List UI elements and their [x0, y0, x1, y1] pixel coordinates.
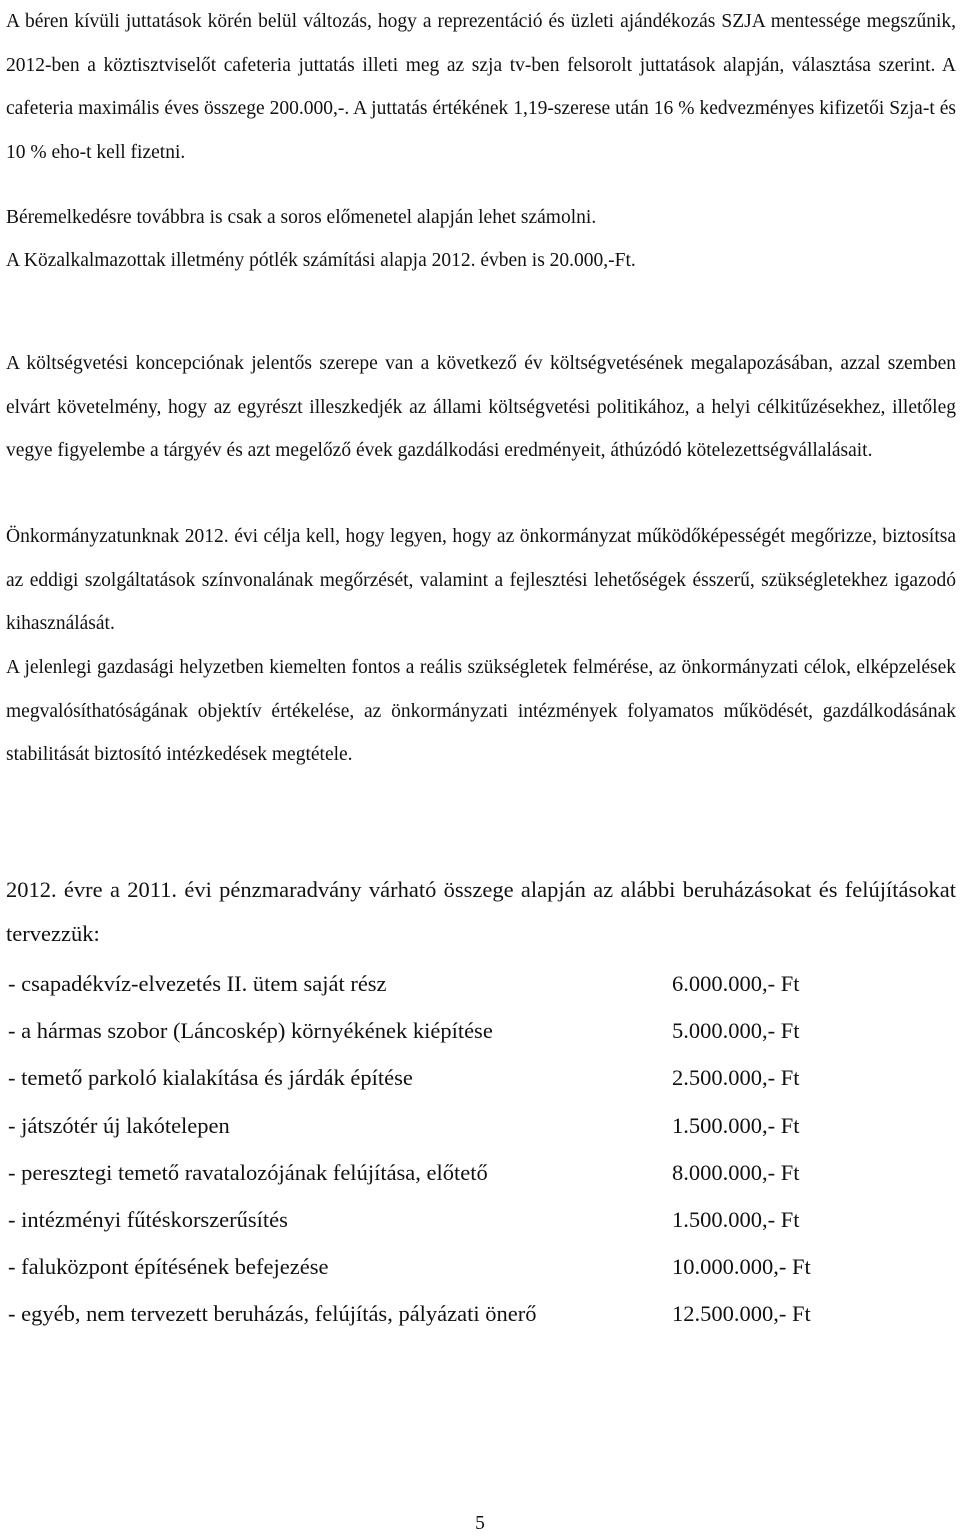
list-item [8, 1054, 908, 1101]
paragraph-goals-2012: Önkormányzatunknak 2012. évi célja kell, hogy legyen, hogy az önkormányzat működőképességét megőrizze, biztosítsa az eddigi szolgáltatások színvonalának megőrzését, valamint a fejlesztési lehetőségek ésszerű, szükségletekhez igazodó kihasználását. [6, 526, 956, 634]
investment-intro: 2012. évre a 2011. évi pénzmaradvány várható összege alapján az alábbi beruházásokat és felújításokat tervezzük: [6, 877, 956, 946]
page-number: 5 [475, 1513, 485, 1534]
investment-item: - faluközpont építésének befejezése [8, 1254, 329, 1280]
list-item [8, 1290, 908, 1337]
investment-amount: 10.000.000,- Ft [672, 1254, 811, 1280]
investment-item: - egyéb, nem tervezett beruházás, felújítás, pályázati önerő [8, 1301, 537, 1327]
investment-list [8, 960, 908, 1338]
paragraph-benefits: A béren kívüli juttatások körén belül változás, hogy a reprezentáció és üzleti ajándékozás SZJA mentessége megszűnik, 2012-ben a köztisztviselőt cafeteria juttatás illeti meg az szja tv-ben felsorolt juttatások alapján, választása szerint. A cafeteria maximális éves összege 200.000,-. A juttatás értékének 1,19-szerese után 16 % kedvezményes kifizetői Szja-t és 10 % eho-t kell fizetni. [6, 11, 956, 163]
paragraph-allowance-base: A Közalkalmazottak illetmény pótlék számítási alapja 2012. évben is 20.000,-Ft. [6, 250, 636, 271]
list-item [8, 1196, 908, 1243]
list-item [8, 960, 908, 1007]
investment-amount: 6.000.000,- Ft [672, 971, 800, 996]
paragraph-economic-situation: A jelenlegi gazdasági helyzetben kiemelten fontos a reális szükségletek felmérése, az önkormányzati célok, elképzelések megvalósíthatóságának objektív értékelése, az önkormányzati intézmények folyamatos működését, gazdálkodásának stabilitását biztosító intézkedések megtétele. [6, 657, 956, 765]
list-item [8, 1102, 908, 1149]
investment-item: - csapadékvíz-elvezetés II. ütem saját rész [8, 971, 387, 996]
investment-amount: 2.500.000,- Ft [672, 1065, 800, 1091]
investment-item: - játszótér új lakótelepen [8, 1112, 230, 1138]
investment-item: - intézményi fűtéskorszerűsítés [8, 1206, 288, 1232]
investment-amount: 1.500.000,- Ft [672, 1206, 800, 1232]
investment-amount: 12.500.000,- Ft [672, 1301, 811, 1327]
investment-amount: 1.500.000,- Ft [672, 1112, 800, 1138]
paragraph-budget-concept: A költségvetési koncepciónak jelentős szerepe van a következő év költségvetésének megalapozásában, azzal szemben elvárt követelmény, hogy az egyrészt illeszkedjék az állami költségvetési politikához, a helyi célkitűzésekhez, illetőleg vegye figyelembe a tárgyév és azt megelőző évek gazdálkodási eredményeit, áthúzódó kötelezettségvállalásait. [6, 353, 956, 461]
investment-amount: 8.000.000,- Ft [672, 1159, 800, 1185]
list-item [8, 1007, 908, 1054]
list-item [8, 1243, 908, 1290]
investment-item: - peresztegi temető ravatalozójának felújítása, előtető [8, 1159, 488, 1185]
investment-item: - temető parkoló kialakítása és járdák építése [8, 1065, 413, 1091]
list-item [8, 1149, 908, 1196]
investment-amount: 5.000.000,- Ft [672, 1018, 800, 1044]
investment-item: - a hármas szobor (Láncoskép) környékének kiépítése [8, 1018, 493, 1044]
paragraph-wage-increase: Béremelkedésre továbbra is csak a soros előmenetel alapján lehet számolni. [6, 207, 597, 228]
